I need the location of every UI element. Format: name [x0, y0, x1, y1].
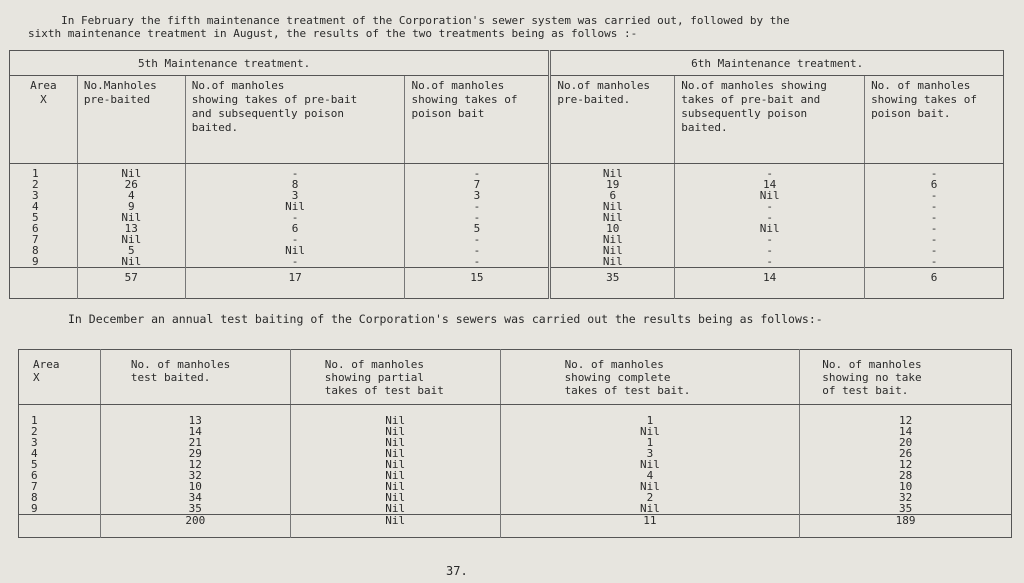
table-row [19, 459, 1012, 470]
value-cell: 4 [500, 470, 800, 481]
december-paragraph: In December an annual test baiting of the Corporation's sewers was carried out the results being as follows:- [68, 312, 823, 326]
value-cell: Nil [550, 245, 675, 256]
value-cell: Nil [290, 470, 500, 481]
value-cell: Nil [290, 437, 500, 448]
total-cell: 200 [100, 515, 290, 538]
value-cell: Nil [290, 492, 500, 503]
table-row [10, 179, 1004, 190]
total-cell: 11 [500, 515, 800, 538]
table-row [19, 492, 1012, 503]
total-cell: 57 [77, 268, 185, 299]
area-cell: 5 [32, 211, 39, 224]
value-cell: 5 [77, 245, 185, 256]
table-row [19, 405, 1012, 427]
value-cell: - [405, 245, 550, 256]
value-cell: Nil [77, 234, 185, 245]
value-cell: 26 [77, 179, 185, 190]
col-header: No.of manholes showing takes of poison bait [405, 76, 550, 164]
total-cell: 14 [675, 268, 865, 299]
value-cell: 12 [100, 459, 290, 470]
value-cell: - [865, 256, 1004, 268]
total-cell: 35 [550, 268, 675, 299]
value-cell: Nil [500, 503, 800, 515]
value-cell: - [675, 212, 865, 223]
area-cell: 6 [31, 469, 38, 482]
col-header: No.of manholes showing takes of pre-bait and subsequently poison baited. [185, 76, 405, 164]
table-row [10, 190, 1004, 201]
value-cell: - [405, 212, 550, 223]
value-cell: Nil [290, 426, 500, 437]
value-cell: 3 [185, 190, 405, 201]
value-cell: 28 [800, 470, 1012, 481]
value-cell: 13 [100, 405, 290, 427]
value-cell: 32 [800, 492, 1012, 503]
table-row [10, 234, 1004, 245]
value-cell: 21 [100, 437, 290, 448]
value-cell: Nil [185, 201, 405, 212]
value-cell: - [865, 201, 1004, 212]
value-cell: 2 [500, 492, 800, 503]
value-cell: 6 [185, 223, 405, 234]
value-cell: Nil [290, 503, 500, 515]
value-cell: 10 [550, 223, 675, 234]
col-header: No. of manholes showing partial takes of test bait [290, 350, 500, 405]
area-cell: 9 [31, 502, 38, 515]
value-cell: - [405, 234, 550, 245]
area-cell: 8 [32, 244, 39, 257]
total-cell [19, 515, 101, 538]
area-cell: 2 [32, 178, 39, 191]
value-cell: 10 [800, 481, 1012, 492]
table-row [10, 223, 1004, 234]
value-cell: Nil [290, 448, 500, 459]
group-6th-treatment: 6th Maintenance treatment. [550, 51, 1004, 76]
value-cell: Nil [550, 201, 675, 212]
page-number: 37. [446, 564, 468, 578]
totals-row [19, 515, 1012, 538]
area-cell: 8 [31, 491, 38, 504]
value-cell: 3 [500, 448, 800, 459]
table-row [19, 426, 1012, 437]
table-row [10, 245, 1004, 256]
value-cell: 1 [500, 405, 800, 427]
table-row [19, 470, 1012, 481]
value-cell: Nil [290, 481, 500, 492]
value-cell: - [865, 164, 1004, 180]
col-header: No. of manholes test baited. [100, 350, 290, 405]
area-cell: 1 [31, 414, 38, 427]
value-cell: 6 [865, 179, 1004, 190]
total-cell: 189 [800, 515, 1012, 538]
value-cell: 1 [500, 437, 800, 448]
table-row [19, 503, 1012, 515]
value-cell: Nil [550, 256, 675, 268]
value-cell: 8 [185, 179, 405, 190]
value-cell: - [185, 212, 405, 223]
col-header: Area X [19, 350, 101, 405]
value-cell: - [865, 212, 1004, 223]
value-cell: Nil [500, 459, 800, 470]
intro-paragraph: In February the fifth maintenance treatment of the Corporation's sewer system was carried out, followed by the sixth maintenance treatment in August, the results of the two treatments being as follows :- [28, 14, 790, 40]
area-cell: 3 [32, 189, 39, 202]
area-cell: 1 [32, 167, 39, 180]
area-cell: 5 [31, 458, 38, 471]
value-cell: 14 [100, 426, 290, 437]
maintenance-treatment-table [9, 50, 1004, 299]
total-cell [10, 268, 78, 299]
value-cell: 12 [800, 459, 1012, 470]
table-row [19, 448, 1012, 459]
table-row [19, 437, 1012, 448]
col-header: Area X [10, 76, 78, 164]
value-cell: - [405, 164, 550, 180]
col-header: No. of manholes showing takes of poison bait. [865, 76, 1004, 164]
value-cell: - [405, 201, 550, 212]
value-cell: 34 [100, 492, 290, 503]
value-cell: 9 [77, 201, 185, 212]
value-cell: Nil [290, 405, 500, 427]
value-cell: Nil [550, 234, 675, 245]
value-cell: 29 [100, 448, 290, 459]
value-cell: Nil [500, 481, 800, 492]
table-row [10, 212, 1004, 223]
value-cell: - [865, 223, 1004, 234]
value-cell: - [675, 234, 865, 245]
col-header: No. of manholes showing no take of test bait. [800, 350, 1012, 405]
value-cell: Nil [77, 164, 185, 180]
area-cell: 6 [32, 222, 39, 235]
table-row [10, 201, 1004, 212]
value-cell: - [405, 256, 550, 268]
col-header: No.of manholes showing takes of pre-bait and subsequently poison baited. [675, 76, 865, 164]
total-cell: Nil [290, 515, 500, 538]
table-row [10, 256, 1004, 268]
value-cell: 7 [405, 179, 550, 190]
area-cell: 7 [32, 233, 39, 246]
value-cell: 4 [77, 190, 185, 201]
value-cell: Nil [675, 190, 865, 201]
group-5th-treatment: 5th Maintenance treatment. [10, 51, 550, 76]
col-header: No.of manholes pre-baited. [550, 76, 675, 164]
value-cell: - [185, 234, 405, 245]
value-cell: 6 [550, 190, 675, 201]
table-row [19, 481, 1012, 492]
value-cell: 12 [800, 405, 1012, 427]
value-cell: 5 [405, 223, 550, 234]
value-cell: - [865, 245, 1004, 256]
value-cell: 20 [800, 437, 1012, 448]
value-cell: Nil [550, 212, 675, 223]
total-cell: 6 [865, 268, 1004, 299]
value-cell: - [185, 164, 405, 180]
area-cell: 7 [31, 480, 38, 493]
area-cell: 3 [31, 436, 38, 449]
value-cell: - [865, 234, 1004, 245]
value-cell: - [675, 256, 865, 268]
value-cell: 14 [800, 426, 1012, 437]
value-cell: - [675, 201, 865, 212]
value-cell: 14 [675, 179, 865, 190]
value-cell: Nil [77, 256, 185, 268]
value-cell: Nil [290, 459, 500, 470]
area-cell: 4 [31, 447, 38, 460]
col-header: No. of manholes showing complete takes of test bait. [500, 350, 800, 405]
test-baiting-table [18, 349, 1012, 538]
value-cell: 13 [77, 223, 185, 234]
value-cell: 19 [550, 179, 675, 190]
value-cell: 26 [800, 448, 1012, 459]
area-cell: 2 [31, 425, 38, 438]
area-cell: 9 [32, 255, 39, 268]
table-row [10, 164, 1004, 180]
area-cell: 4 [32, 200, 39, 213]
totals-row [10, 268, 1004, 299]
value-cell: - [675, 245, 865, 256]
value-cell: 32 [100, 470, 290, 481]
total-cell: 15 [405, 268, 550, 299]
value-cell: 35 [100, 503, 290, 515]
value-cell: - [185, 256, 405, 268]
value-cell: Nil [185, 245, 405, 256]
total-cell: 17 [185, 268, 405, 299]
col-header: No.Manholes pre-baited [77, 76, 185, 164]
value-cell: 3 [405, 190, 550, 201]
value-cell: 10 [100, 481, 290, 492]
value-cell: - [675, 164, 865, 180]
value-cell: Nil [500, 426, 800, 437]
value-cell: Nil [675, 223, 865, 234]
value-cell: - [865, 190, 1004, 201]
value-cell: Nil [77, 212, 185, 223]
value-cell: 35 [800, 503, 1012, 515]
value-cell: Nil [550, 164, 675, 180]
